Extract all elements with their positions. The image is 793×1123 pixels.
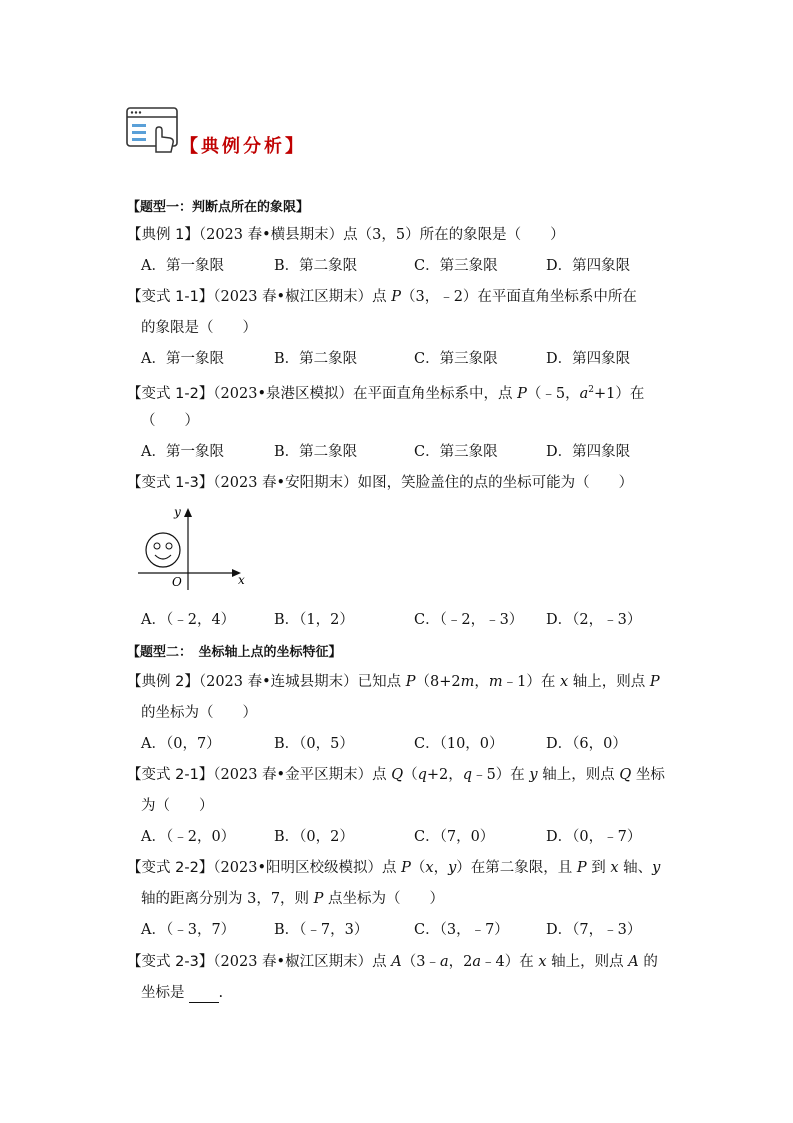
question-tag: 【变式 1-2】	[127, 385, 214, 402]
question-text: （2023 春•椒江区期末）点	[213, 954, 392, 970]
option-a[interactable]: A．（﹣3，7）	[141, 922, 236, 938]
question-text: （2023 春•金平区期末）点	[213, 767, 392, 783]
question-tag: 【变式 1-3】	[127, 475, 214, 491]
question-text: 轴的距离分别为 3，7，则	[141, 891, 314, 907]
option-b[interactable]: B．第二象限	[274, 258, 358, 274]
question-7-cont	[141, 889, 444, 909]
math-var: x	[559, 674, 569, 690]
question-text: ，	[433, 860, 449, 876]
question-tag: 【变式 2-3】	[127, 954, 214, 970]
math-var: m	[488, 674, 503, 690]
question-text: .	[218, 985, 224, 1001]
question-2-cont: 的象限是（ ）	[141, 320, 257, 336]
question-text: （2023 春•连城县期末）已知点	[198, 674, 406, 690]
question-text: （2023•阳明区校级模拟）点	[213, 860, 402, 876]
option-c[interactable]: C．（10，0）	[414, 736, 504, 752]
math-var: P	[391, 289, 401, 305]
question-text: 坐标	[631, 767, 665, 783]
section-title-1: 【题型一：判断点所在的象限】	[127, 200, 310, 215]
question-text: （8+2	[415, 674, 461, 690]
y-axis-label: y	[174, 505, 181, 519]
math-var: a	[439, 954, 449, 970]
question-text: ﹣1）在	[502, 674, 560, 690]
option-b[interactable]: B．（0，5）	[274, 736, 354, 752]
question-text: 轴上，则点	[537, 767, 620, 783]
question-text: （﹣5，	[526, 385, 580, 402]
question-text: +1）在	[594, 385, 645, 402]
question-5	[127, 672, 660, 692]
math-var: P	[517, 385, 527, 402]
header-title: 【典例分析】	[180, 136, 306, 157]
math-var: x	[610, 860, 619, 876]
question-text: 点坐标为（ ）	[323, 891, 445, 907]
question-text: ，2	[448, 954, 473, 970]
option-d[interactable]: D．（0，﹣7）	[546, 829, 642, 845]
question-tag: 【变式 1-1】	[127, 289, 214, 305]
math-var: P	[576, 860, 587, 876]
question-text: ，	[474, 674, 489, 690]
option-c[interactable]: C．（﹣2，﹣3）	[414, 612, 524, 628]
question-3	[127, 380, 644, 404]
question-text: （3﹣	[401, 954, 440, 970]
question-text: （2023•泉港区模拟）在平面直角坐标系中，点	[213, 385, 518, 402]
origin-label: O	[172, 575, 182, 589]
smiley-face-icon	[146, 533, 180, 567]
question-2	[127, 287, 637, 307]
question-6	[127, 765, 665, 785]
y-axis-arrow	[184, 508, 192, 517]
question-6-cont: 为（ ）	[141, 798, 214, 814]
math-var: P	[405, 674, 416, 690]
question-text: （2023 春•椒江区期末）点	[213, 289, 392, 305]
math-var: a	[472, 954, 481, 970]
question-tag: 【典例 2】	[127, 674, 199, 690]
answer-blank[interactable]	[189, 988, 219, 1003]
browser-pointer-icon	[126, 106, 182, 156]
question-8	[127, 952, 658, 972]
math-var: P	[313, 891, 324, 907]
x-axis-label: x	[238, 573, 245, 587]
option-b[interactable]: B．（1，2）	[274, 612, 354, 628]
option-a[interactable]: A．第一象限	[141, 258, 224, 274]
math-var: y	[448, 860, 457, 876]
question-tag: 【变式 2-1】	[127, 767, 214, 783]
math-var: q	[462, 767, 473, 783]
option-a[interactable]: A．（﹣2，4）	[141, 612, 236, 628]
question-text: （2023 春•安阳期末）如图，笑脸盖住的点的坐标可能为（ ）	[213, 475, 634, 491]
question-7	[127, 858, 660, 878]
question-text: 轴上，则点	[568, 674, 650, 690]
q7-options	[141, 920, 701, 940]
math-var: A	[628, 954, 639, 970]
question-text: +2，	[426, 767, 463, 783]
option-a[interactable]: A．（0，7）	[141, 736, 221, 752]
math-var: P	[649, 674, 660, 690]
option-b[interactable]: B．第二象限	[274, 444, 358, 460]
question-text: 的	[638, 954, 658, 970]
question-5-cont: 的坐标为（ ）	[141, 705, 257, 721]
q4-options	[141, 610, 701, 630]
option-c[interactable]: C．（3，﹣7）	[414, 922, 509, 938]
option-a[interactable]: A．第一象限	[141, 444, 224, 460]
q5-options	[141, 734, 701, 754]
math-var: x	[538, 954, 547, 970]
option-d[interactable]: D．第四象限	[546, 351, 631, 367]
math-var: P	[401, 860, 411, 876]
math-var: y	[529, 767, 538, 783]
smiley-coordinate-figure	[134, 502, 254, 592]
math-var: a	[579, 385, 589, 402]
option-b[interactable]: B．（﹣7，3）	[274, 922, 369, 938]
option-c[interactable]: C．第三象限	[414, 258, 498, 274]
option-c[interactable]: C．第三象限	[414, 351, 498, 367]
math-var: Q	[391, 767, 404, 783]
option-d[interactable]: D．（7，﹣3）	[546, 922, 642, 938]
math-var: q	[417, 767, 427, 783]
math-var: x	[425, 860, 434, 876]
question-text: 到	[586, 860, 611, 876]
question-text: ﹣4）在	[480, 954, 539, 970]
option-b[interactable]: B．第二象限	[274, 351, 358, 367]
question-3-cont: （ ）	[141, 413, 199, 429]
option-d[interactable]: D．（2，﹣3）	[546, 612, 642, 628]
option-b[interactable]: B．（0，2）	[274, 829, 354, 845]
question-text: ）在第二象限，且	[456, 860, 577, 876]
option-d[interactable]: D．（6，0）	[546, 736, 627, 752]
option-c[interactable]: C．（7，0）	[414, 829, 495, 845]
math-var: y	[652, 860, 661, 876]
question-8-cont	[141, 983, 223, 1003]
question-text: （2023 春•横县期末）点（3，5）所在的象限是（ ）	[198, 227, 565, 243]
q3-options	[141, 442, 701, 462]
option-a[interactable]: A．（﹣2，0）	[141, 829, 236, 845]
question-tag: 【典例 1】	[127, 227, 199, 243]
question-text: ﹣5）在	[472, 767, 530, 783]
question-text: （3，﹣2）在平面直角坐标系中所在	[400, 289, 637, 305]
option-c[interactable]: C．第三象限	[414, 444, 498, 460]
question-tag: 【变式 2-2】	[127, 860, 214, 876]
section-header	[126, 106, 386, 156]
question-text: （	[403, 767, 418, 783]
question-text: 轴、	[618, 860, 653, 876]
math-var: m	[460, 674, 475, 690]
q1-options	[141, 256, 701, 276]
option-a[interactable]: A．第一象限	[141, 351, 224, 367]
q6-options	[141, 827, 701, 847]
question-1	[127, 225, 565, 245]
q2-options	[141, 349, 701, 369]
question-text: 坐标是	[141, 985, 185, 1001]
question-text: （	[410, 860, 426, 876]
option-d[interactable]: D．第四象限	[546, 444, 631, 460]
math-var: A	[391, 954, 402, 970]
question-4	[127, 473, 633, 493]
math-var: Q	[619, 767, 632, 783]
question-text: 轴上，则点	[546, 954, 629, 970]
section-title-2: 【题型二： 坐标轴上点的坐标特征】	[127, 645, 342, 660]
exponent: 2	[588, 385, 594, 395]
option-d[interactable]: D．第四象限	[546, 258, 631, 274]
